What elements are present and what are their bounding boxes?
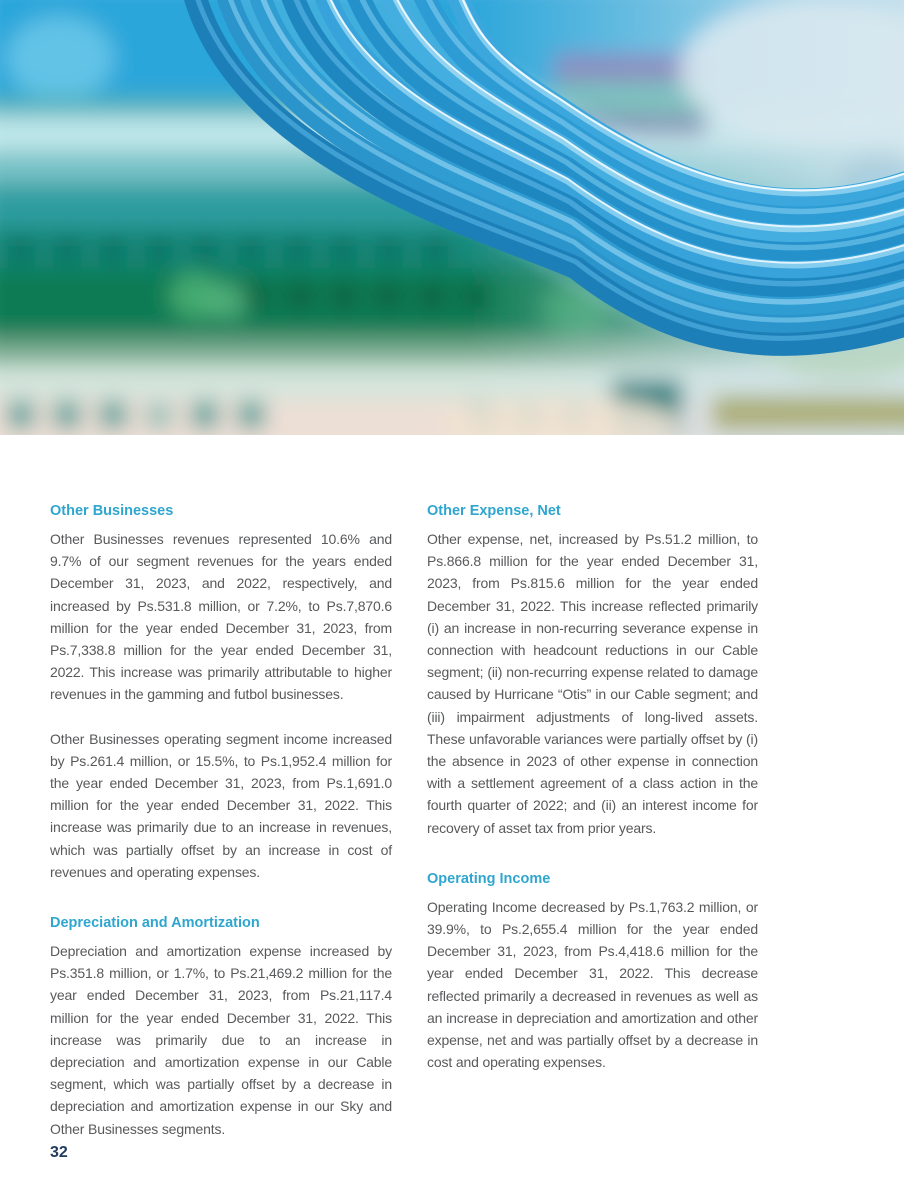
section-depreciation-amortization	[50, 913, 392, 1140]
page-content	[0, 501, 904, 1140]
section-heading: Other Expense, Net	[427, 503, 561, 519]
section-other-businesses	[50, 501, 392, 883]
section-other-expense-net	[427, 501, 758, 839]
page-number: 32	[50, 1144, 68, 1161]
hero-image	[0, 0, 904, 435]
section-operating-income	[427, 869, 758, 1074]
right-column	[427, 501, 758, 1140]
paragraph: Other Businesses operating segment income increased by Ps.261.4 million, or 15.5%, to Ps.1,952.4 million for the year ended December 31, 2023, from Ps.1,691.0 million for the year ended December 31, 2022. This increase was primarily due to an increase in revenues, which was partially offset by an increase in cost of revenues and operating expenses.	[50, 730, 392, 880]
section-heading: Depreciation and Amortization	[50, 915, 260, 932]
section-heading: Other Businesses	[50, 503, 174, 519]
paragraph: Other expense, net, increased by Ps.51.2 million, to Ps.866.8 million for the year ended December 31, 2023, from Ps.815.6 million for the year ended December 31, 2022. This increase reflected primarily (i) an increase in non-recurring severance expense in connection with headcount reductions in our Cable segment; (ii) non-recurring expense related to damage caused by Hurricane “Otis” in our Cable segment; and (iii) impairment adjustments of long-lived assets. These unfavorable variances were partially offset by (i) the absence in 2023 of other expense in connection with a settlement agreement of a class action in the fourth quarter of 2022; and (ii) an interest income for recovery of asset tax from prior years.	[427, 531, 758, 836]
cables-photo-illustration	[0, 0, 904, 435]
paragraph: Depreciation and amortization expense increased by Ps.351.8 million, or 1.7%, to Ps.21,469.2 million for the year ended December 31, 2023, from Ps.21,117.4 million for the year ended December 31, 2022. This increase was primarily due to an increase in depreciation and amortization expense in our Cable segment, which was partially offset by a decrease in depreciation and amortization expense in our Sky and Other Businesses segments.	[50, 943, 392, 1137]
left-column	[50, 501, 392, 1140]
paragraph: Operating Income decreased by Ps.1,763.2 million, or 39.9%, to Ps.2,655.4 million for the year ended December 31, 2023, from Ps.4,418.6 million for the year ended December 31, 2022. This decrease reflected primarily a decreased in revenues as well as an increase in depreciation and amortization and other expense, net and was partially offset by a decrease in cost and operating expenses.	[427, 898, 758, 1071]
section-heading: Operating Income	[427, 870, 551, 887]
paragraph: Other Businesses revenues represented 10.6% and 9.7% of our segment revenues for the years ended December 31, 2023, and 2022, respectively, and increased by Ps.531.8 million, or 7.2%, to Ps.7,870.6 million for the year ended December 31, 2023, from Ps.7,338.8 million for the year ended December 31, 2022. This increase was primarily attributable to higher revenues in the gamming and futbol businesses.	[50, 531, 392, 703]
